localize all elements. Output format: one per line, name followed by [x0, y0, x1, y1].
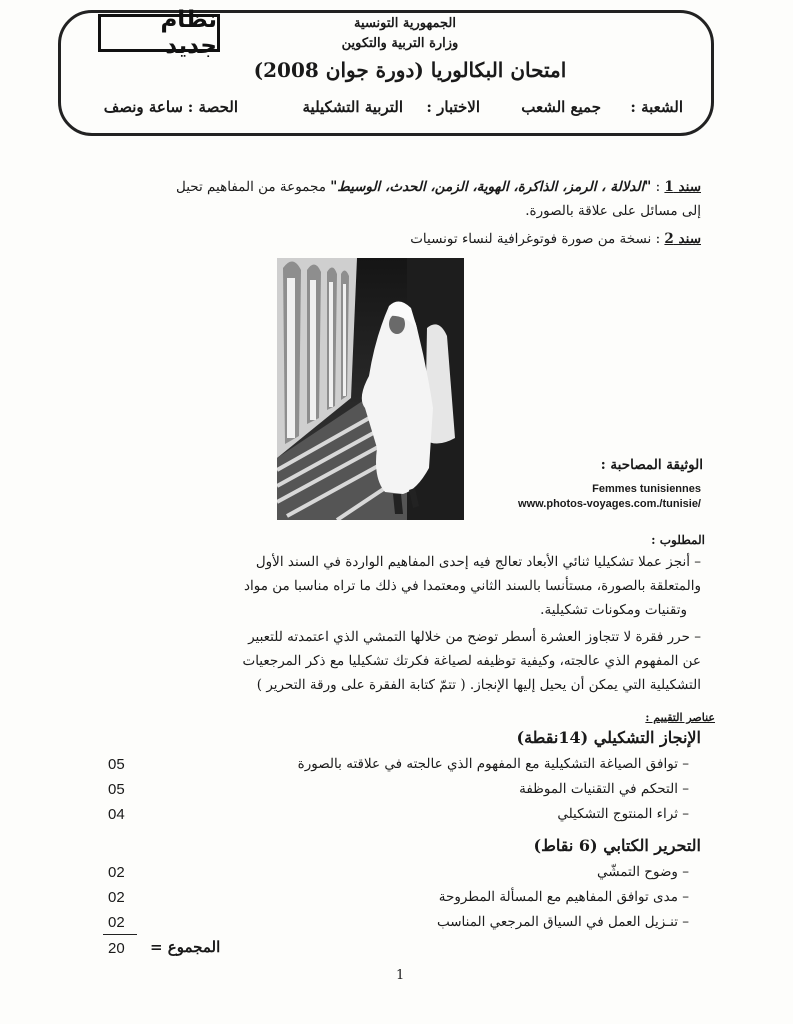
- criterion-2-1: – وضوح التمشّي: [596, 864, 689, 880]
- republic-name: الجمهورية التونسية: [354, 16, 456, 31]
- score-2-1: 02: [108, 864, 125, 881]
- ministry-name: وزارة التربية والتكوين: [341, 36, 459, 51]
- system-badge: نظام جديد: [98, 14, 220, 52]
- duration-label: الحصة :: [187, 98, 238, 116]
- section-1-title: الإنجاز التشكيلي (14نقطة): [516, 728, 701, 747]
- branch-value: جميع الشعب: [521, 98, 601, 116]
- source-1-text: مجموعة من المفاهيم تحيل: [175, 179, 326, 195]
- photo-illustration: [277, 258, 464, 520]
- duration-value: ساعة ونصف: [103, 98, 183, 116]
- score-1-3: 04: [108, 806, 125, 823]
- caption-title: Femmes tunisiennes: [592, 483, 701, 495]
- criterion-1-2: – التحكم في التقنيات الموظفة: [519, 781, 689, 797]
- criterion-1-3: – ثراء المنتوج التشكيلي: [557, 806, 689, 822]
- source-1-concepts: "الدلالة ، الرمز، الذاكرة، الهوية، الزمن، الحدث، الوسيط": [330, 179, 652, 195]
- score-1-1: 05: [108, 756, 125, 773]
- criterion-2-3: – تنـزيل العمل في السياق المرجعي المناسب: [436, 914, 689, 930]
- evaluation-heading: عناصر التقييم :: [645, 711, 715, 724]
- total-value: 20: [108, 940, 125, 957]
- task-bullet-1-line-1: – أنجز عملا تشكيليا ثنائي الأبعاد تعالج فيه إحدى المفاهيم الواردة في السند الأول: [255, 554, 701, 570]
- task-bullet-1-line-2: والمتعلقة بالصورة، مستأنسا بالسند الثاني ومعتمدا في ذلك ما تراه مناسبا من مواد: [244, 578, 701, 594]
- criterion-2-2: – مدى توافق المفاهيم مع المسألة المطروحة: [438, 889, 689, 905]
- total-rule: [103, 934, 137, 935]
- branch-label: الشعبة :: [630, 98, 683, 116]
- task-bullet-2-line-3: التشكيلية التي يمكن أن يحيل إليها الإنجاز. ( تتمّ كتابة الفقرة على ورقة التحرير ): [256, 677, 701, 693]
- source-2-line: سند 2 : نسخة من صورة فوتوغرافية لنساء تونسيات: [410, 231, 701, 247]
- score-2-3: 02: [108, 914, 125, 931]
- task-bullet-2-line-1: – حرر فقرة لا تتجاوز العشرة أسطر توضح من خلالها التمشي الذي اعتمدته للتعبير: [248, 629, 701, 645]
- source-1-line2: إلى مسائل على علاقة بالصورة.: [525, 203, 701, 219]
- source-2-label: سند 2: [664, 231, 701, 247]
- section-2-title: التحرير الكتابي (6 نقاط): [533, 836, 701, 855]
- caption-label: الوثيقة المصاحبة :: [600, 457, 703, 473]
- exam-value: التربية التشكيلية: [302, 98, 403, 116]
- caption-url: www.photos-voyages.com./tunisie/: [518, 498, 701, 510]
- source-1-line: سند 1 : "الدلالة ، الرمز، الذاكرة، الهوية، الزمن، الحدث، الوسيط" مجموعة من المفاهيم تحيل: [175, 179, 701, 195]
- task-heading: المطلوب :: [651, 533, 705, 547]
- total-label: المجموع =: [150, 938, 221, 956]
- source-1-label: سند 1: [664, 179, 701, 195]
- criterion-1-1: – توافق الصياغة التشكيلية مع المفهوم الذي عالجته في علاقته بالصورة: [297, 756, 689, 772]
- archival-photo: [277, 258, 464, 520]
- source-2-text: نسخة من صورة فوتوغرافية لنساء تونسيات: [410, 231, 652, 247]
- exam-label: الاختبار :: [426, 98, 480, 116]
- page-number: 1: [396, 968, 405, 983]
- score-2-2: 02: [108, 889, 125, 906]
- exam-title: امتحان البكالوريا (دورة جوان 2008): [253, 58, 567, 82]
- task-bullet-1-line-3: وتقنيات ومكونات تشكيلية.: [540, 602, 687, 618]
- score-1-2: 05: [108, 781, 125, 798]
- task-bullet-2-line-2: عن المفهوم الذي عالجته، وكيفية توظيفه لصياغة فكرتك تشكيليا مع ذكر المرجعيات: [242, 653, 701, 669]
